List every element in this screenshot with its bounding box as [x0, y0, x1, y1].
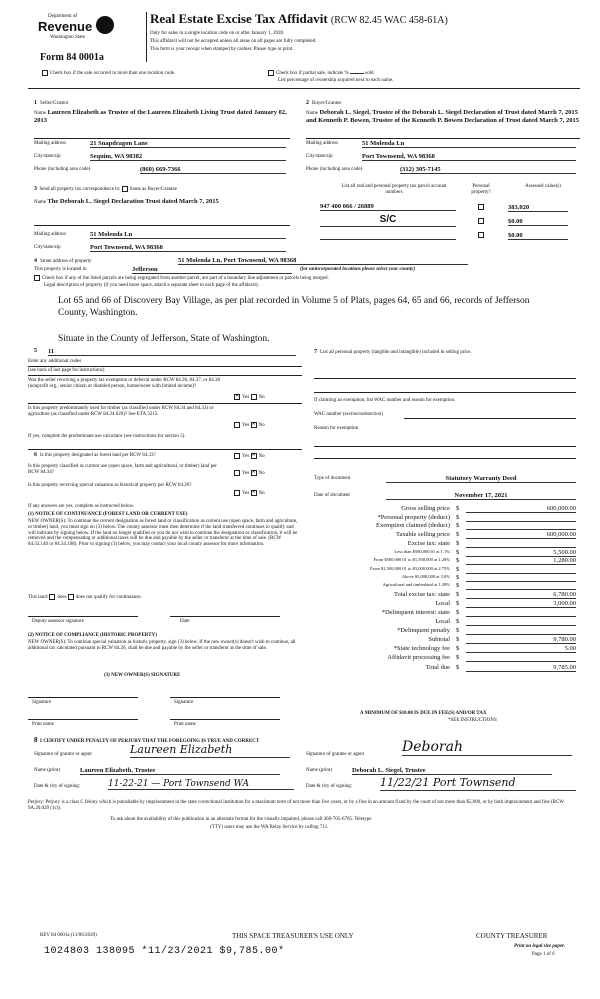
- buyer-city-label: City/state/zip: [306, 154, 333, 159]
- receipt-stamp: 1024803 138095 *11/23/2021 $9,785.00*: [44, 946, 285, 957]
- footer-treasurer-only: THIS SPACE TREASURER'S USE ONLY: [232, 932, 354, 940]
- tax-row-value[interactable]: [466, 522, 576, 530]
- tax-row-value[interactable]: [466, 609, 576, 617]
- seller-city-label: City/state/zip: [34, 154, 61, 159]
- dor-logo-swoosh-icon: [96, 16, 114, 34]
- new-owner-print-2-label: Print name: [174, 722, 196, 727]
- multi-location-checkbox-row[interactable]: Check box if the sale occurred in more than one location code.: [42, 70, 175, 77]
- tax-row-value[interactable]: 1,280.00: [466, 557, 576, 565]
- tax-row-value[interactable]: 5,500.00: [466, 549, 576, 557]
- header-note-3: This form is your receipt when stamped by cashier. Please type or print.: [150, 47, 294, 52]
- tax-row-value[interactable]: 600,000.00: [466, 505, 576, 513]
- tax-corr-city-field[interactable]: Port Townsend, WA 98368: [90, 244, 286, 252]
- s5-q2-no-checkbox[interactable]: ✕: [251, 422, 256, 427]
- s6-q1-no-checkbox[interactable]: ✕: [251, 453, 256, 458]
- s6-q2-yes-checkbox[interactable]: [234, 470, 240, 476]
- grantor-date-label: Date & city of signing:: [34, 784, 81, 789]
- notice-1-text: NEW OWNER(S): To continue the current designation as forest land or classification as current use (open space, farm and agriculture, or timber) land, you must sign on (3) below. The county assessor must then determine if the land transferred continues to qualify and will indicate by signing below. If the land no longer qualifies or you do not wish to continue the designation or classification, it will be removed and the compensating or additional taxes will be due and payable by the seller or transferor at the time of sale. (RCW 84.33.140 or 84.34.108). Prior to signing (3) below, you may contact your local county assessor for more information.: [28, 519, 298, 547]
- s6-q3-yes-checkbox[interactable]: [234, 490, 240, 496]
- dor-logo-dept: Department of: [48, 14, 78, 19]
- doc-type-label: Type of document: [314, 476, 351, 481]
- grantor-signature[interactable]: Laureen Elizabeth: [130, 744, 290, 758]
- form-title: Real Estate Excise Tax Affidavit (RCW 82.45 WAC 458-61A): [150, 11, 448, 26]
- s5-q1: Was the seller receiving a property tax exemption or deferral under RCW 84.36, 84.37, or 84.38 (nonprofit org., senior citizen or disabled person, homeowner with limited income)?: [28, 378, 220, 389]
- doc-type-field[interactable]: Statutory Warranty Deed: [386, 475, 576, 483]
- grantor-name-label: Name (print): [34, 768, 60, 773]
- grantee-name-label: Name (print): [306, 768, 332, 773]
- this-land-row: This land: does does not qualify for continuance.: [28, 595, 142, 601]
- section-3-send: 3 Send all property tax correspondence to: Same as Buyer/Grantee: [34, 186, 177, 193]
- partial-sale-note: List percentage of ownership acquired next to each name.: [278, 78, 394, 83]
- assessed-row-3[interactable]: $0.00: [508, 232, 568, 240]
- footer-rev: REV 84 0001a (11/06/2020): [40, 933, 97, 938]
- tax-corr-mail-label: Mailing address: [34, 232, 67, 237]
- tax-row-dollar: $: [456, 540, 460, 547]
- legal-description: Lot 65 and 66 of Discovery Bay Village, as per plat recorded in Volume 5 of Plats, pages 64, 65 and 66, records of Jefferson County, Washington.: [58, 296, 530, 318]
- tax-row-label: Gross selling price: [401, 505, 450, 512]
- county-field[interactable]: Jefferson: [132, 266, 292, 274]
- tax-row-label: Subtotal: [428, 636, 450, 643]
- seller-mail-label: Mailing address: [34, 141, 67, 146]
- minimum-due-note: A MINIMUM OF $10.00 IS DUE IN FEE(S) AND/OR TAX: [360, 711, 487, 716]
- new-owner-print-1-label: Print name: [32, 722, 54, 727]
- tax-row-dollar: $: [456, 609, 460, 616]
- tax-row-value[interactable]: 6,780.00: [466, 591, 576, 599]
- tax-row-value[interactable]: 9,780.00: [466, 636, 576, 644]
- tax-row-value[interactable]: 9,785.00: [466, 664, 576, 672]
- section-6-q1: 6 Is this property designated as forest land per RCW 84.33?: [34, 452, 156, 458]
- buyer-name-field[interactable]: Name Deborah L. Siegel, Trustee of the Deborah L. Siegel Declaration of Trust dated March 7, 2015 and Kenneth P. Bowen, Trustee of the Kenneth P. Bowen Declaration of Trust dated March 7, 2015: [306, 109, 580, 124]
- seller-phone-label: Phone (including area code): [34, 167, 91, 172]
- additional-codes-label: Enter any additional codes: [28, 359, 82, 364]
- tax-row-value[interactable]: [466, 618, 576, 626]
- parcel-col-header: List all real and personal property tax parcel account numbers: [341, 184, 447, 195]
- form-number: Form 84 0001a: [40, 52, 104, 63]
- s5-q1-yes-checkbox[interactable]: ✕: [235, 394, 240, 399]
- tax-row-dollar: $: [456, 557, 460, 564]
- buyer-mail-label: Mailing address: [306, 141, 339, 146]
- seller-mail-field[interactable]: 21 Snapdragon Lane: [90, 140, 286, 148]
- personal-prop-checkbox-3[interactable]: [478, 232, 484, 238]
- header-note-1: Only for sales in a single location code on or after January 1, 2020.: [150, 31, 285, 36]
- tax-row-label: *Personal property (deduct): [377, 514, 450, 521]
- assessed-row-2[interactable]: $0.00: [508, 218, 568, 226]
- street-address-field[interactable]: 51 Molenda Ln, Port Townsend, WA 98368: [178, 257, 468, 265]
- tax-row-value[interactable]: [466, 514, 576, 522]
- s6-q2-no-checkbox[interactable]: ✕: [251, 470, 256, 475]
- tax-row-dollar: $: [456, 505, 460, 512]
- grantor-name-field[interactable]: Laureen Elizabeth, Trustee: [80, 767, 280, 775]
- tax-row-label: From $500,000.01 to $1,500,000 at 1.28%: [373, 557, 450, 562]
- tax-row-value[interactable]: [466, 654, 576, 662]
- tax-row-dollar: $: [456, 591, 460, 598]
- parcel-row-2[interactable]: S/C: [320, 214, 456, 227]
- personal-prop-checkbox-2[interactable]: [478, 218, 484, 224]
- grantee-sig-label: Signature of grantee or agent: [306, 752, 365, 757]
- s6-q2-answers: Yes ✕ No: [234, 470, 265, 477]
- legal-desc-label: Legal description of property (if you need more space, attach a separate sheet to each page of the affidavit).: [44, 283, 259, 288]
- land-does-not-checkbox[interactable]: [68, 594, 74, 600]
- footer-page: Page 1 of 6: [532, 952, 555, 957]
- buyer-phone-field[interactable]: (312) 305-7145: [400, 166, 576, 174]
- tax-row-value[interactable]: [466, 540, 576, 548]
- seller-phone-field[interactable]: (860) 669-7366: [140, 166, 286, 174]
- tax-row-label: Affidavit processing fee: [387, 654, 450, 661]
- s6-q3-answers: Yes ✕ No: [234, 490, 265, 497]
- tax-row-label: Excise tax: state: [407, 540, 450, 547]
- seller-name-field[interactable]: Name Laureen Elizabeth as Trustee of the Laureen Elizabeth Living Trust dated January 02, 2013: [34, 109, 287, 124]
- tax-corr-mail-field[interactable]: 51 Molenda Ln: [90, 231, 286, 239]
- tax-corr-name-field[interactable]: Name The Deborah L. Siegel Declaration Trust dated March 7, 2015: [34, 198, 219, 205]
- certify-heading: 8 I CERTIFY UNDER PENALTY OF PERJURY THAT THE FOREGOING IS TRUE AND CORRECT: [34, 736, 260, 744]
- tax-row-label: Above $3,000,000 at 3.0%: [401, 574, 450, 579]
- multi-location-checkbox[interactable]: [42, 70, 48, 76]
- grantor-sig-label: Signature of grantor or agent: [34, 752, 92, 757]
- tax-row-dollar: $: [456, 627, 460, 634]
- buyer-city-field[interactable]: Port Townsend, WA 98368: [362, 153, 576, 161]
- buyer-phone-label: Phone (including area code): [306, 167, 363, 172]
- assessed-row-1[interactable]: 383,020: [508, 204, 568, 212]
- tax-row-label: Taxable selling price: [395, 531, 450, 538]
- tax-row-label: Total due: [425, 664, 450, 671]
- tax-row-value[interactable]: [466, 582, 576, 590]
- seller-city-field[interactable]: Sequim, WA 98382: [90, 153, 286, 161]
- s6-q2: Is this property classified as current use (open space, farm and agricultural, or timber) land per RCW 84.34?: [28, 464, 217, 475]
- buyer-mail-field[interactable]: 51 Molenda Ln: [362, 140, 576, 148]
- alternate-format-text: To ask about the availability of this publication in an alternate format for the visually impaired, please call 360-705-6705. Teletype: [110, 817, 372, 822]
- tax-row-value[interactable]: 600,000.00: [466, 531, 576, 539]
- situate-text: Situate in the County of Jefferson, State of Washington.: [58, 334, 270, 344]
- dor-logo: [38, 12, 120, 46]
- s6-any-yes: If any answers are yes, complete as instructed below.: [28, 504, 135, 509]
- parcel-row-1[interactable]: 947 400 066 / 26889: [320, 203, 456, 211]
- doc-date-label: Date of document: [314, 493, 350, 498]
- perjury-text: Perjury: Perjury is a class C felony which is punishable by imprisonment in the state correctional institution for a maximum term of not more than five years, or by a fine in an amount fixed by the court of not more than $5,000, or by both imprisonment and fine (RCW 9A.20.020 (1c)).: [28, 800, 564, 811]
- section-1-label: 1 Seller/Grantor: [34, 100, 69, 106]
- parcel-row-3[interactable]: [320, 231, 456, 240]
- same-as-buyer-checkbox[interactable]: [122, 186, 128, 192]
- dor-logo-revenue: Revenue: [38, 19, 93, 34]
- tax-row-label: *State technology fee: [393, 645, 450, 652]
- assessed-col-header: Assessed value(s): [525, 184, 561, 189]
- tax-corr-city-label: City/state/zip: [34, 245, 61, 250]
- grantee-name-field[interactable]: Deborah L. Siegel, Trustee: [352, 767, 552, 775]
- grantee-signature[interactable]: Deborah: [402, 739, 572, 756]
- tax-row-dollar: $: [456, 600, 460, 607]
- new-owner-sig-2-label: Signature: [174, 700, 194, 705]
- reason-label: Reason for exemption: [314, 426, 359, 431]
- personal-prop-checkbox-1[interactable]: [478, 204, 484, 210]
- land-does-checkbox[interactable]: [49, 594, 55, 600]
- tax-row-dollar: $: [456, 654, 460, 661]
- s5-q1-no-checkbox[interactable]: [251, 394, 257, 400]
- tax-row-dollar: $: [456, 618, 460, 625]
- tax-row-dollar: $: [456, 574, 460, 581]
- tax-row-label: Agricultural and timberland at 1.28%: [382, 582, 450, 587]
- segregated-checkbox[interactable]: [34, 275, 40, 281]
- s5-q2: Is this property predominantly used for timber (as classified under RCW 84.34 and 84.33) or agriculture (as classified under RCW 84.34.020)? See ETA 3215.: [28, 406, 214, 417]
- tax-row-value[interactable]: [466, 566, 576, 574]
- footer-county-treasurer: COUNTY TREASURER: [476, 932, 548, 940]
- dor-logo-state: Washington State: [50, 35, 86, 40]
- section-2-label: 2 Buyer/Grantee: [306, 100, 342, 106]
- partial-sale-checkbox-row[interactable]: Check box if partial sale, indicate % sold.: [268, 70, 375, 77]
- tax-row-value[interactable]: [466, 627, 576, 635]
- section-5-code[interactable]: 11: [48, 348, 296, 356]
- tax-row-dollar: $: [456, 514, 460, 521]
- tax-row-dollar: $: [456, 531, 460, 538]
- s5-q2-yes-checkbox[interactable]: [234, 422, 240, 428]
- tty-text: (TTY) users may use the WA Relay Service by calling 711.: [210, 825, 329, 830]
- tax-row-value[interactable]: 5.00: [466, 645, 576, 653]
- s6-q1-answers: Yes ✕ No: [234, 453, 265, 460]
- notice-2-title: (2) NOTICE OF COMPLIANCE (HISTORIC PROPERTY): [28, 633, 157, 638]
- county-label: This property is located in: [34, 267, 87, 272]
- see-instructions-note: *SEE INSTRUCTIONS: [448, 718, 497, 723]
- street-address-row: 4 Street address of property: [34, 258, 92, 264]
- tax-row-value[interactable]: 3,000.00: [466, 600, 576, 608]
- s5-q2-answers: Yes ✕ No: [234, 422, 265, 429]
- tax-row-label: Less than $500,000.01 at 1.1%: [394, 549, 450, 554]
- wac-claim-label: If claiming an exemption, list WAC number and reason for exemption.: [314, 398, 456, 403]
- tax-row-label: From $1,500,000.01 to $3,000,000 at 2.75%: [370, 566, 450, 571]
- tax-row-label: Exemption claimed (deduct): [375, 522, 450, 529]
- county-note: (for unincorporated locations please select your county): [300, 267, 415, 272]
- doc-date-field[interactable]: November 17, 2021: [386, 492, 576, 500]
- segregated-checkbox-row[interactable]: Check box if any of the listed parcels are being segregated from another parcel, are part of a boundary line adjustment or parcels being merged.: [34, 275, 329, 282]
- tax-row-dollar: $: [456, 549, 460, 556]
- header-note-2: This affidavit will not be accepted unless all areas on all pages are fully completed.: [150, 39, 317, 44]
- footer-print-legal: Print on legal size paper.: [514, 944, 565, 949]
- personal-prop-col-header: Personal property?: [471, 184, 491, 195]
- tax-row-value[interactable]: [466, 574, 576, 582]
- tax-row-label: *Delinquent interest: state: [381, 609, 450, 616]
- see-back-label: (see back of last page for instructions): [28, 368, 105, 373]
- notice-1-title: (1) NOTICE OF CONTINUANCE (FOREST LAND OR CURRENT USE): [28, 512, 188, 517]
- tax-row-dollar: $: [456, 566, 460, 573]
- tax-row-dollar: $: [456, 636, 460, 643]
- tax-row-label: Total excise tax: state: [393, 591, 450, 598]
- grantor-date-field[interactable]: 11-22-21 — Port Townsend WA: [108, 779, 294, 790]
- tax-row-label: Local: [435, 618, 450, 625]
- section-5-label: 5: [34, 348, 37, 354]
- tax-row-dollar: $: [456, 645, 460, 652]
- notice-2-text: NEW OWNER(S): To continue special valuation as historic property, sign (3) below. If the new owner(s) doesn't wish to continue, all additional tax calculated pursuant to RCW 84.26, shall be due and payable by the seller or transferor at the time of sale.: [28, 640, 296, 651]
- partial-sale-checkbox[interactable]: [268, 70, 274, 76]
- tax-row-dollar: $: [456, 664, 460, 671]
- grantee-date-field[interactable]: 11/22/21 Port Townsend: [380, 777, 576, 791]
- deputy-date-label: Date: [180, 619, 190, 624]
- tax-row-dollar: $: [456, 582, 460, 589]
- s6-q3-no-checkbox[interactable]: ✕: [251, 490, 256, 495]
- s6-q1-yes-checkbox[interactable]: [234, 453, 240, 459]
- tax-row-label: *Delinquent penalty: [397, 627, 450, 634]
- tax-row-label: Local: [435, 600, 450, 607]
- tax-row-dollar: $: [456, 522, 460, 529]
- deputy-sig-label: Deputy assessor signature: [32, 619, 84, 624]
- grantee-date-label: Date & city of signing:: [306, 784, 353, 789]
- new-owner-sig-1-label: Signature: [32, 700, 52, 705]
- s5-q3: If yes, complete the predominate use calculator (see instructions for section 5).: [28, 434, 186, 439]
- s6-q3: Is this property receiving special valuation as historical property per RCW 84.26?: [28, 483, 192, 488]
- wac-number-label: WAC number (section/subsection): [314, 412, 383, 417]
- s5-q1-answers: ✕ Yes No: [235, 394, 265, 401]
- new-owner-sig-heading: (3) NEW OWNER(S) SIGNATURE: [104, 673, 181, 678]
- section-7-label: 7 List all personal property (tangible and intangible) included in selling price.: [314, 349, 472, 355]
